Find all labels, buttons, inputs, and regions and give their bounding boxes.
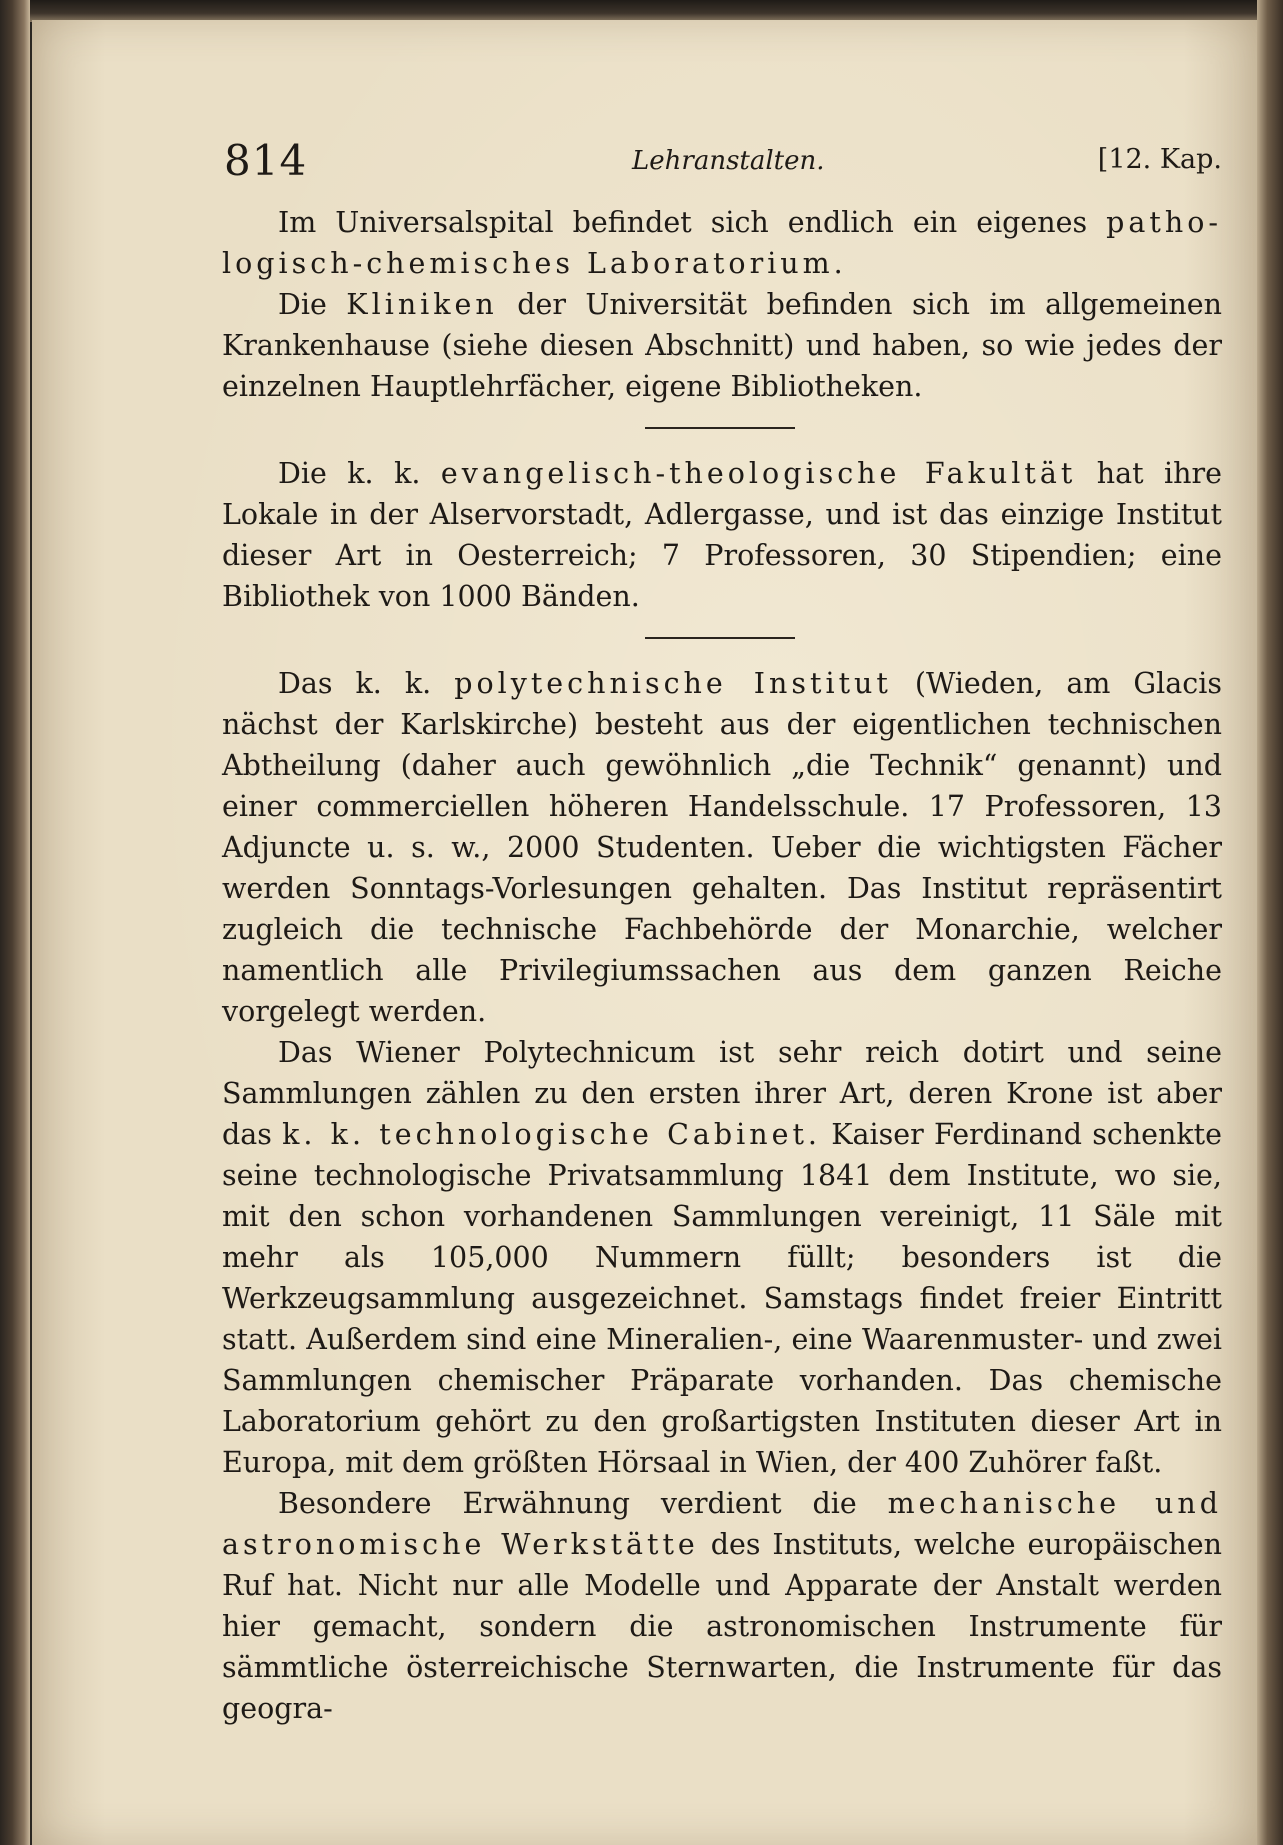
section-university-clinics xyxy=(222,202,1222,407)
text-run: Die xyxy=(278,288,347,321)
section-evangelical-faculty xyxy=(222,453,1222,617)
emphasized-term: mechanische und astronomische Werkstätte xyxy=(222,1487,1222,1561)
emphasized-term: patho-logisch-chemisches Laboratorium. xyxy=(222,206,1222,280)
emphasized-term: Kliniken xyxy=(346,288,498,321)
text-run: Das k. k. xyxy=(278,667,455,700)
emphasized-term: k. k. technologische Cabinet. xyxy=(282,1118,821,1151)
paragraph-polytechnic xyxy=(222,663,1222,1032)
left-page-edge xyxy=(0,0,30,1845)
text-run: (Wieden, am Glacis nächst der Karlskirche) besteht aus der eigentlichen technischen Abtheilung (daher auch gewöhnlich „die Technik“ genannt) und einer commerciellen höheren Handelsschule. 17 Professoren, 13 Adjuncte u. s. w., 2000 Studenten. Ueber die wichtigsten Fächer werden Sonntags-Vorlesungen gehalten. Das Institut repräsentirt zugleich die technische Fachbehörde der Monarchie, welcher namentlich alle Privilegiumssachen aus dem ganzen Reiche vorgelegt werden. xyxy=(222,667,1222,1028)
chapter-reference: [12. Kap. xyxy=(1097,144,1222,175)
paragraph-evangelical-faculty xyxy=(222,453,1222,617)
emphasized-term: evangelisch-theologische Fakultät xyxy=(440,457,1077,490)
page-text-block xyxy=(222,132,1222,1729)
book-top-edge xyxy=(0,0,1283,22)
text-run: der Universität befinden sich im allgemeinen Krankenhause (siehe diesen Abschnitt) und haben, so wie jedes der einzelnen Hauptlehrfächer, eigene Bibliotheken. xyxy=(222,288,1222,403)
text-run: Kaiser Ferdinand schenkte seine technologische Privatsammlung 1841 dem Institute, wo sie, mit den schon vorhandenen Sammlungen vereinigt, 11 Säle mit mehr als 105,000 Nummern füllt; besonders ist die Werkzeugsammlung ausgezeichnet. Samstags findet freier Eintritt statt. Außerdem sind eine Mineralien-, eine Waarenmuster- und zwei Sammlungen chemischer Präparate vorhanden. Das chemische Laboratorium gehört zu den großartigsten Instituten dieser Art in Europa, mit dem größten Hörsaal in Wien, der 400 Zuhörer faßt. xyxy=(222,1118,1222,1479)
paragraph-workshop xyxy=(222,1483,1222,1729)
paragraph-technological-cabinet xyxy=(222,1032,1222,1483)
text-run: Besondere Erwähnung verdient die xyxy=(278,1487,888,1520)
book-page xyxy=(32,20,1257,1845)
page-number: 814 xyxy=(224,136,308,185)
text-run: hat ihre Lokale in der Alservorstadt, Adlergasse, und ist das einzige Institut dieser Art in Oesterreich; 7 Professoren, 30 Stipendien; eine Bibliothek von 1000 Bänden. xyxy=(222,457,1222,613)
paragraph-clinics xyxy=(222,284,1222,407)
section-divider xyxy=(645,637,795,639)
text-run: Die k. k. xyxy=(278,457,441,490)
section-polytechnic-institute xyxy=(222,663,1222,1729)
right-page-edges xyxy=(1257,0,1283,1845)
emphasized-term: polytechnische Institut xyxy=(454,667,892,700)
section-divider xyxy=(645,427,795,429)
text-run: Im Universalspital befindet sich endlich ein eigenes xyxy=(278,206,1107,239)
text-run: Das Wiener Polytechnicum ist sehr reich dotirt und seine Sammlungen zählen zu den ersten ihrer Art, deren Krone ist aber das xyxy=(222,1036,1222,1151)
text-run: des Instituts, welche europäischen Ruf hat. Nicht nur alle Modelle und Apparate der Anstalt werden hier gemacht, sondern die astronomischen Instrumente für sämmtliche österreichische Sternwarten, die Instrumente für das geogra- xyxy=(222,1528,1222,1725)
running-head xyxy=(222,132,1222,192)
running-title: Lehranstalten. xyxy=(632,146,825,176)
paragraph-pathological-lab xyxy=(222,202,1222,284)
